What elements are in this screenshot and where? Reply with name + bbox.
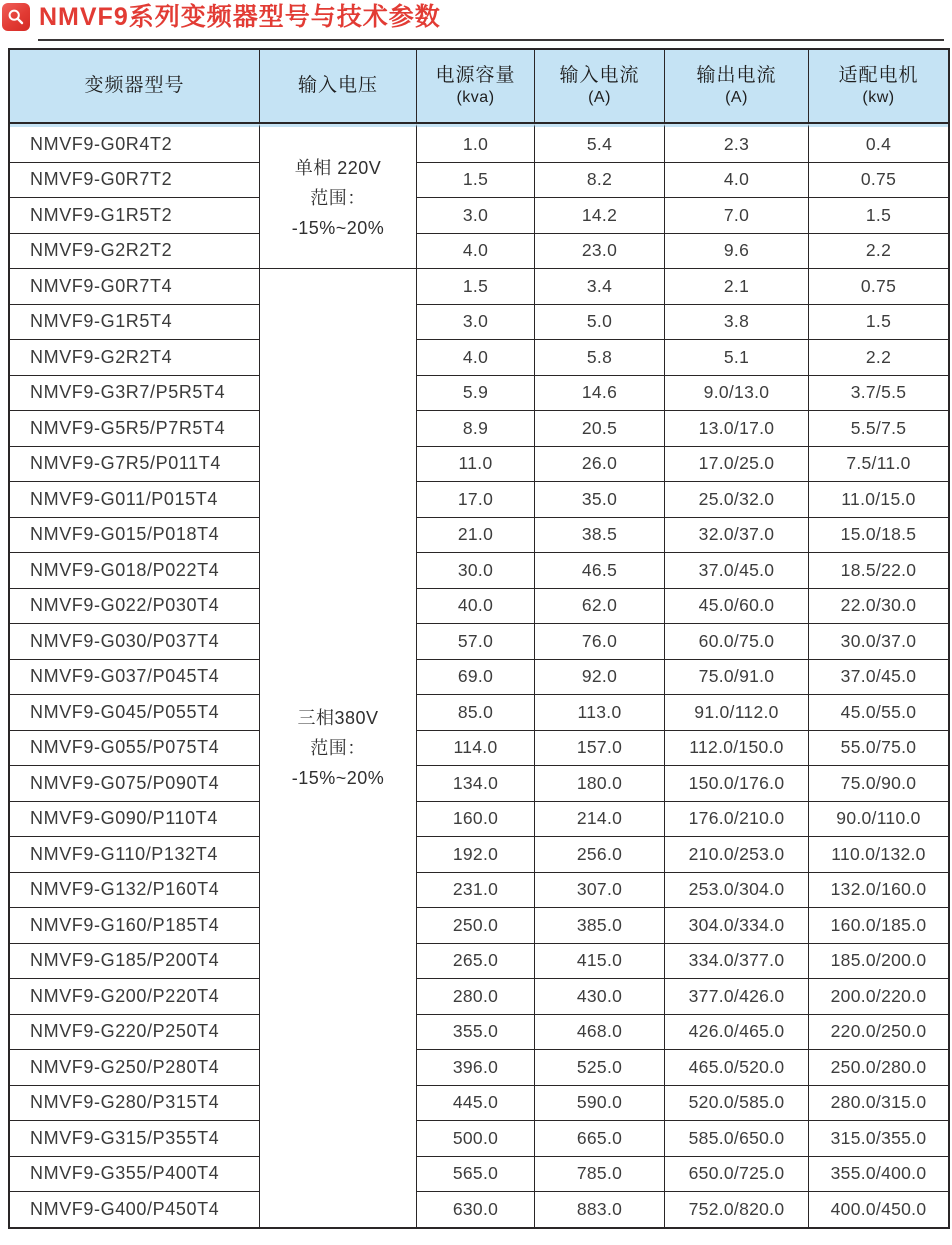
model-cell: NMVF9-G185/P200T4: [10, 944, 260, 980]
power-capacity-cell: 160.0: [417, 802, 535, 838]
power-capacity-cell: 396.0: [417, 1050, 535, 1086]
adapted-motor-cell: 400.0/450.0: [809, 1192, 948, 1227]
adapted-motor-cell: 315.0/355.0: [809, 1121, 948, 1157]
table-row: [10, 482, 948, 518]
adapted-motor-cell: 0.75: [809, 269, 948, 305]
output-current-cell: 112.0/150.0: [665, 731, 809, 767]
output-current-cell: 650.0/725.0: [665, 1157, 809, 1193]
output-current-cell: 13.0/17.0: [665, 411, 809, 447]
output-current-cell: 60.0/75.0: [665, 624, 809, 660]
table-row: [10, 731, 948, 767]
input-current-cell: 26.0: [535, 447, 665, 483]
adapted-motor-cell: 0.75: [809, 163, 948, 199]
model-cell: NMVF9-G045/P055T4: [10, 695, 260, 731]
power-capacity-cell: 1.0: [417, 124, 535, 163]
model-cell: NMVF9-G0R4T2: [10, 124, 260, 163]
table-row: [10, 1157, 948, 1193]
adapted-motor-cell: 55.0/75.0: [809, 731, 948, 767]
model-cell: NMVF9-G220/P250T4: [10, 1015, 260, 1051]
adapted-motor-cell: 2.2: [809, 340, 948, 376]
table-row: [10, 1086, 948, 1122]
model-cell: NMVF9-G132/P160T4: [10, 873, 260, 909]
output-current-cell: 304.0/334.0: [665, 908, 809, 944]
adapted-motor-cell: 18.5/22.0: [809, 553, 948, 589]
table-row: [10, 518, 948, 554]
power-capacity-cell: 445.0: [417, 1086, 535, 1122]
model-cell: NMVF9-G030/P037T4: [10, 624, 260, 660]
output-current-cell: 17.0/25.0: [665, 447, 809, 483]
adapted-motor-cell: 0.4: [809, 124, 948, 163]
output-current-cell: 9.0/13.0: [665, 376, 809, 412]
adapted-motor-cell: 355.0/400.0: [809, 1157, 948, 1193]
input-current-cell: 8.2: [535, 163, 665, 199]
input-current-cell: 38.5: [535, 518, 665, 554]
output-current-cell: 3.8: [665, 305, 809, 341]
input-current-cell: 430.0: [535, 979, 665, 1015]
output-current-cell: 253.0/304.0: [665, 873, 809, 909]
power-capacity-cell: 69.0: [417, 660, 535, 696]
adapted-motor-cell: 280.0/315.0: [809, 1086, 948, 1122]
input-voltage-cell: [260, 269, 417, 1227]
output-current-cell: 37.0/45.0: [665, 553, 809, 589]
model-cell: NMVF9-G160/P185T4: [10, 908, 260, 944]
input-current-cell: 92.0: [535, 660, 665, 696]
input-current-cell: 256.0: [535, 837, 665, 873]
power-capacity-cell: 500.0: [417, 1121, 535, 1157]
table-row: [10, 411, 948, 447]
power-capacity-cell: 5.9: [417, 376, 535, 412]
model-cell: NMVF9-G037/P045T4: [10, 660, 260, 696]
input-current-cell: 785.0: [535, 1157, 665, 1193]
title-divider: [38, 39, 944, 41]
voltage-line: -15%~20%: [291, 767, 385, 788]
adapted-motor-cell: 2.2: [809, 234, 948, 270]
header-cell-model: 变频器型号: [10, 50, 260, 124]
adapted-motor-cell: 11.0/15.0: [809, 482, 948, 518]
table-row: [10, 1050, 948, 1086]
input-current-cell: 5.0: [535, 305, 665, 341]
output-current-cell: 150.0/176.0: [665, 766, 809, 802]
input-current-cell: 23.0: [535, 234, 665, 270]
power-capacity-cell: 8.9: [417, 411, 535, 447]
model-cell: NMVF9-G5R5/P7R5T4: [10, 411, 260, 447]
power-capacity-cell: 114.0: [417, 731, 535, 767]
magnifier-icon: [2, 3, 30, 31]
model-cell: NMVF9-G1R5T2: [10, 198, 260, 234]
table-row: [10, 553, 948, 589]
output-current-cell: 334.0/377.0: [665, 944, 809, 980]
input-current-cell: 3.4: [535, 269, 665, 305]
adapted-motor-cell: 200.0/220.0: [809, 979, 948, 1015]
adapted-motor-cell: 160.0/185.0: [809, 908, 948, 944]
input-current-cell: 35.0: [535, 482, 665, 518]
output-current-cell: 32.0/37.0: [665, 518, 809, 554]
table-row: [10, 589, 948, 625]
output-current-cell: 9.6: [665, 234, 809, 270]
power-capacity-cell: 3.0: [417, 305, 535, 341]
model-cell: NMVF9-G7R5/P011T4: [10, 447, 260, 483]
table-row: [10, 695, 948, 731]
input-current-cell: 20.5: [535, 411, 665, 447]
table-row: [10, 234, 948, 270]
adapted-motor-cell: 185.0/200.0: [809, 944, 948, 980]
power-capacity-cell: 57.0: [417, 624, 535, 660]
adapted-motor-cell: 45.0/55.0: [809, 695, 948, 731]
input-current-cell: 5.4: [535, 124, 665, 163]
header-cell-input-current: 输入电流 (A): [535, 50, 665, 124]
model-cell: NMVF9-G355/P400T4: [10, 1157, 260, 1193]
power-capacity-cell: 355.0: [417, 1015, 535, 1051]
model-cell: NMVF9-G090/P110T4: [10, 802, 260, 838]
power-capacity-cell: 11.0: [417, 447, 535, 483]
model-cell: NMVF9-G250/P280T4: [10, 1050, 260, 1086]
adapted-motor-cell: 110.0/132.0: [809, 837, 948, 873]
power-capacity-cell: 280.0: [417, 979, 535, 1015]
table-row: [10, 624, 948, 660]
power-capacity-cell: 17.0: [417, 482, 535, 518]
input-current-cell: 76.0: [535, 624, 665, 660]
page-title: NMVF9系列变频器型号与技术参数: [39, 3, 441, 31]
table-row: [10, 163, 948, 199]
power-capacity-cell: 4.0: [417, 340, 535, 376]
power-capacity-cell: 40.0: [417, 589, 535, 625]
input-current-cell: 590.0: [535, 1086, 665, 1122]
header-cell-output-current: 输出电流 (A): [665, 50, 809, 124]
adapted-motor-cell: 90.0/110.0: [809, 802, 948, 838]
model-cell: NMVF9-G280/P315T4: [10, 1086, 260, 1122]
power-capacity-cell: 192.0: [417, 837, 535, 873]
model-cell: NMVF9-G400/P450T4: [10, 1192, 260, 1227]
model-cell: NMVF9-G0R7T2: [10, 163, 260, 199]
power-capacity-cell: 30.0: [417, 553, 535, 589]
input-current-cell: 415.0: [535, 944, 665, 980]
adapted-motor-cell: 1.5: [809, 305, 948, 341]
input-current-cell: 46.5: [535, 553, 665, 589]
power-capacity-cell: 1.5: [417, 269, 535, 305]
input-current-cell: 883.0: [535, 1192, 665, 1227]
output-current-cell: 91.0/112.0: [665, 695, 809, 731]
model-cell: NMVF9-G2R2T4: [10, 340, 260, 376]
adapted-motor-cell: 220.0/250.0: [809, 1015, 948, 1051]
adapted-motor-cell: 250.0/280.0: [809, 1050, 948, 1086]
table-row: [10, 1192, 948, 1227]
model-cell: NMVF9-G015/P018T4: [10, 518, 260, 554]
adapted-motor-cell: 132.0/160.0: [809, 873, 948, 909]
model-cell: NMVF9-G200/P220T4: [10, 979, 260, 1015]
output-current-cell: 2.1: [665, 269, 809, 305]
model-cell: NMVF9-G315/P355T4: [10, 1121, 260, 1157]
voltage-line: 三相380V: [297, 707, 379, 728]
adapted-motor-cell: 37.0/45.0: [809, 660, 948, 696]
spec-table: [8, 48, 950, 1229]
table-row: [10, 660, 948, 696]
power-capacity-cell: 1.5: [417, 163, 535, 199]
adapted-motor-cell: 30.0/37.0: [809, 624, 948, 660]
output-current-cell: 75.0/91.0: [665, 660, 809, 696]
model-cell: NMVF9-G0R7T4: [10, 269, 260, 305]
model-cell: NMVF9-G3R7/P5R5T4: [10, 376, 260, 412]
input-current-cell: 468.0: [535, 1015, 665, 1051]
voltage-line: 单相 220V: [294, 157, 382, 178]
model-cell: NMVF9-G011/P015T4: [10, 482, 260, 518]
table-row: [10, 305, 948, 341]
input-current-cell: 14.6: [535, 376, 665, 412]
output-current-cell: 5.1: [665, 340, 809, 376]
input-current-cell: 385.0: [535, 908, 665, 944]
power-capacity-cell: 21.0: [417, 518, 535, 554]
output-current-cell: 2.3: [665, 124, 809, 163]
table-row: [10, 1015, 948, 1051]
table-row: [10, 124, 948, 163]
adapted-motor-cell: 15.0/18.5: [809, 518, 948, 554]
input-current-cell: 62.0: [535, 589, 665, 625]
table-row: [10, 837, 948, 873]
output-current-cell: 377.0/426.0: [665, 979, 809, 1015]
model-cell: NMVF9-G110/P132T4: [10, 837, 260, 873]
output-current-cell: 465.0/520.0: [665, 1050, 809, 1086]
power-capacity-cell: 231.0: [417, 873, 535, 909]
input-current-cell: 665.0: [535, 1121, 665, 1157]
header-cell-input-voltage: 输入电压: [260, 50, 417, 124]
output-current-cell: 210.0/253.0: [665, 837, 809, 873]
power-capacity-cell: 630.0: [417, 1192, 535, 1227]
spec-table-body: [10, 124, 948, 1227]
output-current-cell: 176.0/210.0: [665, 802, 809, 838]
power-capacity-cell: 4.0: [417, 234, 535, 270]
adapted-motor-cell: 75.0/90.0: [809, 766, 948, 802]
page-header: [0, 0, 952, 32]
table-row: [10, 766, 948, 802]
output-current-cell: 4.0: [665, 163, 809, 199]
output-current-cell: 7.0: [665, 198, 809, 234]
model-cell: NMVF9-G022/P030T4: [10, 589, 260, 625]
input-current-cell: 14.2: [535, 198, 665, 234]
table-row: [10, 944, 948, 980]
input-current-cell: 180.0: [535, 766, 665, 802]
input-current-cell: 157.0: [535, 731, 665, 767]
power-capacity-cell: 134.0: [417, 766, 535, 802]
adapted-motor-cell: 3.7/5.5: [809, 376, 948, 412]
table-row: [10, 269, 948, 305]
table-row: [10, 802, 948, 838]
adapted-motor-cell: 7.5/11.0: [809, 447, 948, 483]
model-cell: NMVF9-G2R2T2: [10, 234, 260, 270]
table-row: [10, 447, 948, 483]
output-current-cell: 752.0/820.0: [665, 1192, 809, 1227]
input-current-cell: 307.0: [535, 873, 665, 909]
output-current-cell: 426.0/465.0: [665, 1015, 809, 1051]
model-cell: NMVF9-G055/P075T4: [10, 731, 260, 767]
table-row: [10, 908, 948, 944]
header-cell-adapted-motor: 适配电机 (kw): [809, 50, 948, 124]
adapted-motor-cell: 5.5/7.5: [809, 411, 948, 447]
output-current-cell: 25.0/32.0: [665, 482, 809, 518]
output-current-cell: 45.0/60.0: [665, 589, 809, 625]
input-current-cell: 5.8: [535, 340, 665, 376]
power-capacity-cell: 3.0: [417, 198, 535, 234]
power-capacity-cell: 85.0: [417, 695, 535, 731]
table-row: [10, 873, 948, 909]
header-cell-power-capacity: 电源容量 (kva): [417, 50, 535, 124]
model-cell: NMVF9-G1R5T4: [10, 305, 260, 341]
input-current-cell: 214.0: [535, 802, 665, 838]
table-row: [10, 198, 948, 234]
power-capacity-cell: 565.0: [417, 1157, 535, 1193]
model-cell: NMVF9-G018/P022T4: [10, 553, 260, 589]
power-capacity-cell: 265.0: [417, 944, 535, 980]
voltage-line: 范围：: [310, 737, 366, 758]
input-current-cell: 525.0: [535, 1050, 665, 1086]
input-current-cell: 113.0: [535, 695, 665, 731]
table-row: [10, 340, 948, 376]
input-voltage-cell: [260, 124, 417, 269]
table-row: [10, 979, 948, 1015]
voltage-line: 范围：: [310, 187, 366, 208]
adapted-motor-cell: 1.5: [809, 198, 948, 234]
adapted-motor-cell: 22.0/30.0: [809, 589, 948, 625]
voltage-line: -15%~20%: [291, 217, 385, 238]
output-current-cell: 585.0/650.0: [665, 1121, 809, 1157]
spec-table-header: [10, 50, 948, 124]
model-cell: NMVF9-G075/P090T4: [10, 766, 260, 802]
table-row: [10, 1121, 948, 1157]
output-current-cell: 520.0/585.0: [665, 1086, 809, 1122]
power-capacity-cell: 250.0: [417, 908, 535, 944]
table-row: [10, 376, 948, 412]
